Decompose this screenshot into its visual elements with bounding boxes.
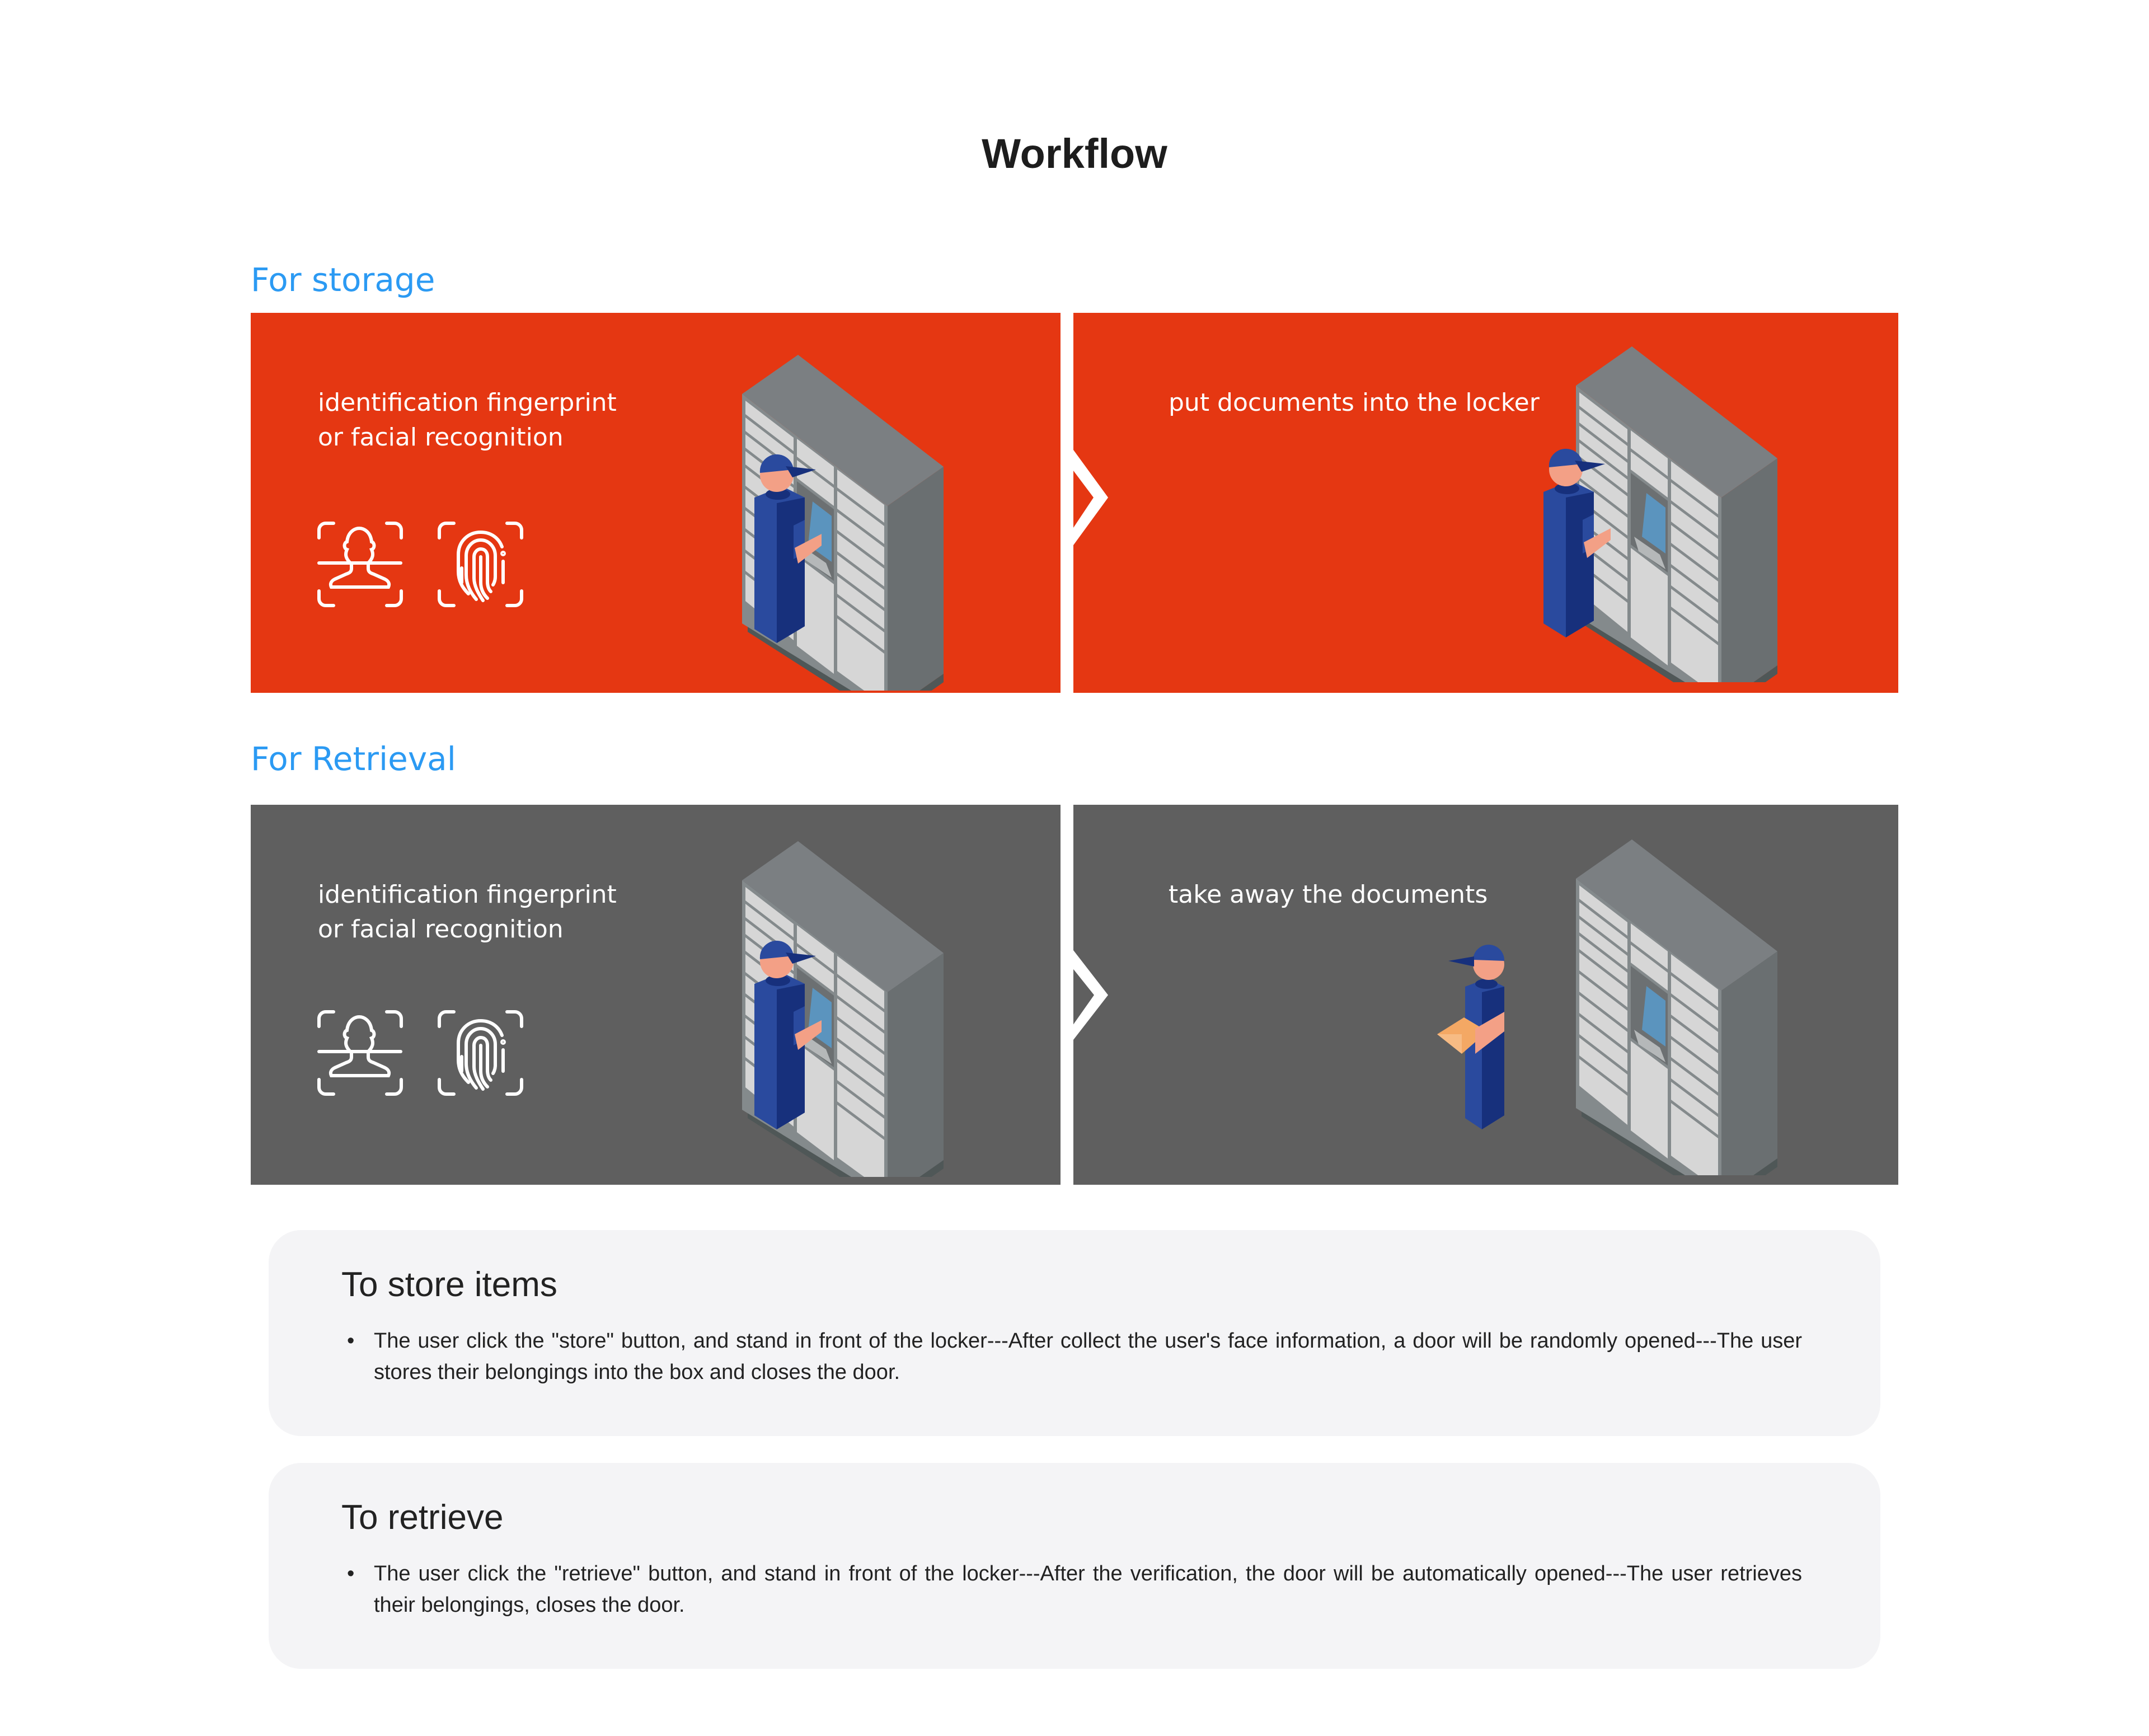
worker-at-kiosk-illustration xyxy=(743,436,822,649)
storage-step-put-text xyxy=(1169,386,1540,420)
storage-step-identify-text xyxy=(318,386,617,455)
page-title: Workflow xyxy=(982,130,1167,177)
face-scan-icon xyxy=(317,521,403,608)
fingerprint-icon xyxy=(437,1010,524,1096)
storage-step-identify-panel xyxy=(251,313,1061,693)
retrieve-description: The user click the "retrieve" button, and stand in front of the locker---After the verification, the door will be automatically opened---The user retrieves their belongings, closes the door. xyxy=(374,1562,1802,1617)
retrieve-title: To retrieve xyxy=(341,1498,504,1537)
storage-step-put-panel xyxy=(1073,313,1898,693)
retrieval-step-take-text xyxy=(1169,878,1488,912)
worker-at-kiosk-illustration xyxy=(743,922,822,1135)
retrieval-step-identify-panel xyxy=(251,805,1061,1185)
retrieval-identify-icons xyxy=(317,1010,524,1096)
bullet-icon: • xyxy=(347,1562,355,1585)
bullet-icon: • xyxy=(347,1329,355,1353)
locker-illustration xyxy=(1576,839,1777,1175)
worker-at-kiosk-illustration xyxy=(1532,430,1611,643)
store-items-title: To store items xyxy=(341,1265,557,1304)
storage-identify-icons xyxy=(317,521,524,608)
retrieval-step-identify-line1: identification fingerprint xyxy=(318,880,617,909)
storage-step-put-line1: put documents into the locker xyxy=(1169,388,1540,417)
face-scan-icon xyxy=(317,1010,403,1096)
store-items-card xyxy=(269,1230,1880,1436)
section-label-storage: For storage xyxy=(251,261,435,299)
store-items-description: The user click the "store" button, and stand in front of the locker---After collect the user's face information, a door will be randomly opened---The user stores their belongings into the box and closes the door. xyxy=(374,1329,1802,1384)
retrieval-step-take-panel xyxy=(1073,805,1898,1185)
worker-holding-package-illustration xyxy=(1437,925,1515,1138)
storage-flow-arrow-icon xyxy=(1061,313,1122,693)
storage-step-identify-line2: or facial recognition xyxy=(318,423,564,452)
section-label-retrieval: For Retrieval xyxy=(251,740,456,778)
storage-step-identify-line1: identification fingerprint xyxy=(318,388,617,417)
retrieval-step-take-line1: take away the documents xyxy=(1169,880,1488,909)
retrieval-flow-arrow-icon xyxy=(1061,805,1122,1185)
retrieval-step-identify-line2: or facial recognition xyxy=(318,915,564,944)
retrieval-step-identify-text xyxy=(318,878,617,947)
fingerprint-icon xyxy=(437,521,524,608)
retrieve-card xyxy=(269,1463,1880,1669)
